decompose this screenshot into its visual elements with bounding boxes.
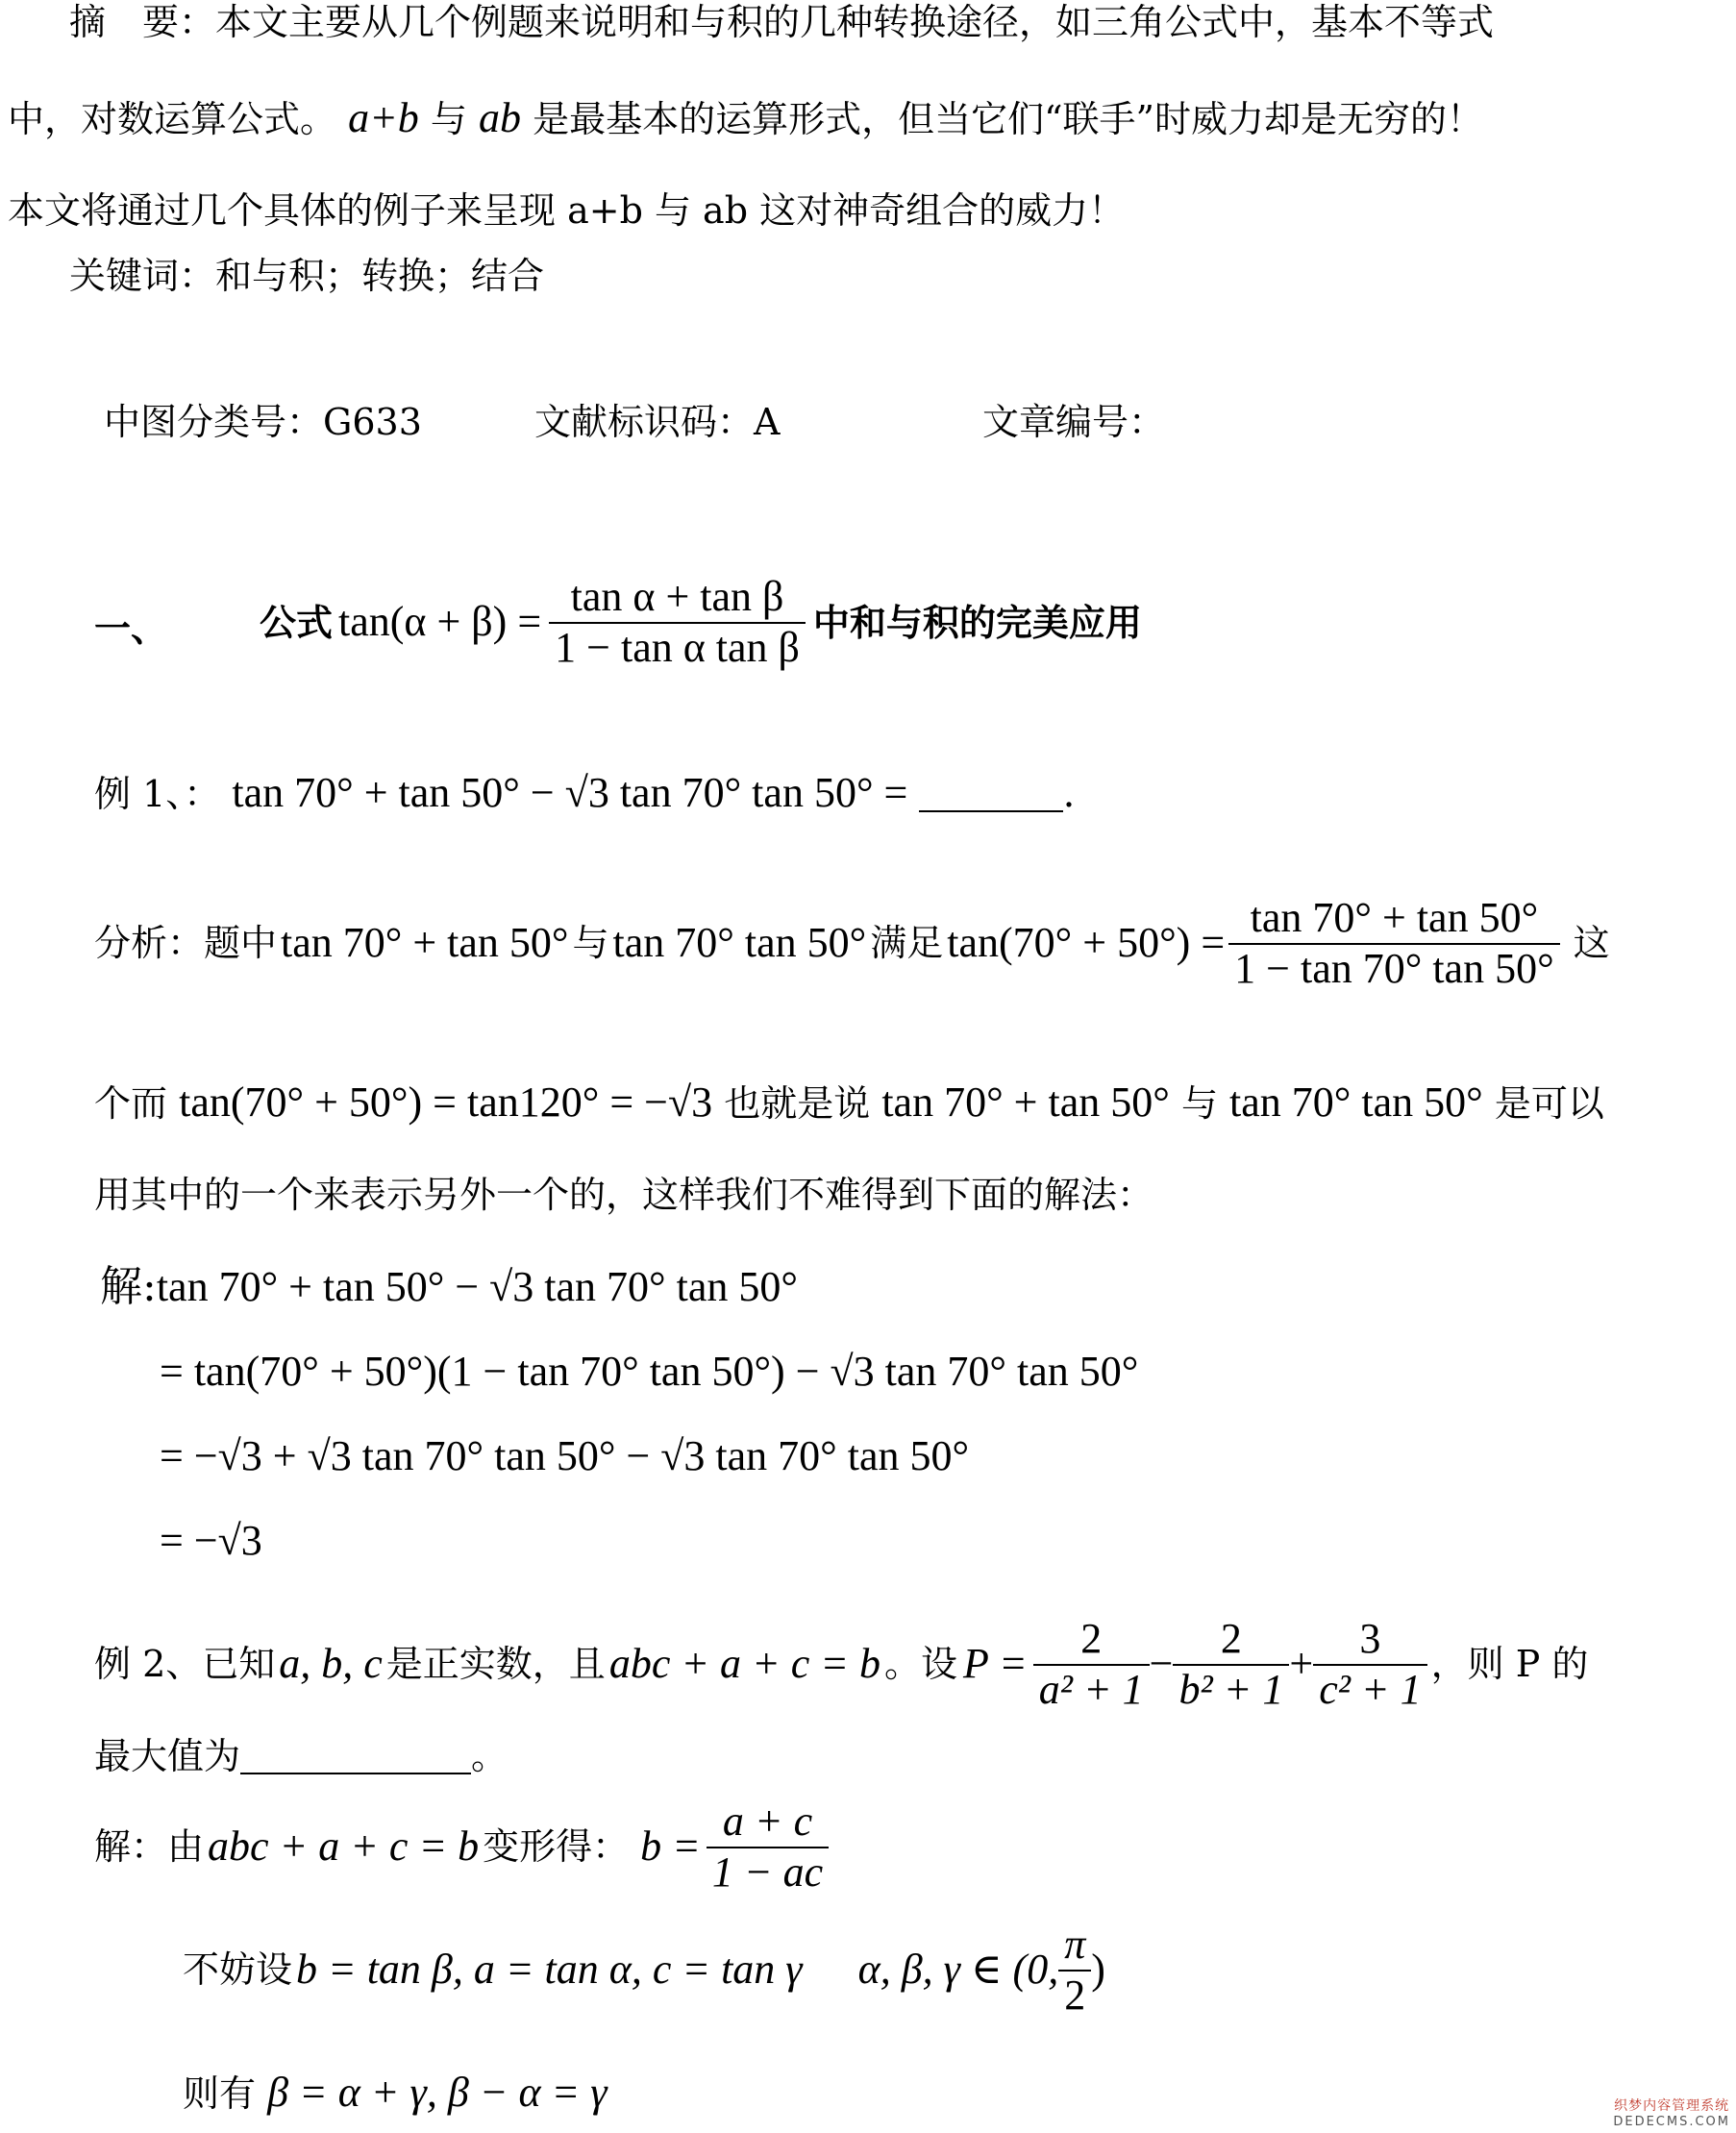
abstract-text-2a: 中，对数运算公式。 [8,98,337,140]
analysis-formula-fraction [1228,894,1560,993]
clc-number: 中图分类号：G633 [104,401,422,443]
abstract-expr-product: ab [479,94,522,141]
solution-2-pi-num: π [1058,1921,1091,1972]
example-1-answer-blank [919,810,1063,812]
example-1-label: 例 1、： [94,773,221,815]
solution-1-step-4: = −√3 [160,1517,262,1564]
analysis-line-3: 用其中的一个来表示另外一个的，这样我们不难得到下面的解法： [94,1174,1154,1216]
solution-2-line-3 [183,2069,608,2118]
example-2-fraction-2-den: b² + 1 [1178,1665,1284,1713]
solution-2-fraction [707,1798,829,1897]
section-formula-fraction [549,573,806,672]
example-1-expression: tan 70° + tan 50° − √3 tan 70° tan 50° = [232,769,908,816]
analysis-and: 与 [572,921,609,964]
abstract-line-1 [69,2,1494,44]
analysis-line-1 [94,894,1610,993]
solution-2-fraction-num: a + c [707,1798,829,1848]
example-2-fraction-3-den: c² + 1 [1319,1665,1422,1713]
example-2-line-2-end: 。 [471,1735,508,1777]
solution-1-line-1 [100,1263,798,1312]
example-2-line-2 [94,1736,508,1778]
section-formula-lhs: tan(α + β) = [338,598,542,646]
analysis-product: tan 70° tan 50° [612,919,867,967]
solution-2-line-1 [94,1798,829,1897]
example-2-set: 。设 [883,1642,957,1685]
analysis-formula-denominator: 1 − tan 70° tan 50° [1234,944,1554,992]
abstract-text-1: 本文主要从几个例题来说明和与积的几种转换途径，如三角公式中，基本不等式 [215,1,1495,43]
analysis-line-2-post: 是可以 [1494,1082,1604,1125]
abstract-text-2b: 与 [430,98,467,140]
section-formula-numerator: tan α + tan β [549,573,806,624]
section-formula-denominator: 1 − tan α tan β [555,623,800,671]
example-2-vars: a, b, c [279,1640,383,1688]
example-2-op-2: + [1289,1640,1314,1688]
example-2-op-1: − [1149,1640,1174,1688]
analysis-line-2-expr: tan(70° + 50°) = tan120° = −√3 [179,1079,713,1126]
section-heading [260,573,1142,672]
solution-2-then: β = α + γ, β − α = γ [267,2069,608,2116]
analysis-line-2-product: tan 70° tan 50° [1229,1079,1483,1126]
section-number: 一、 [94,607,168,650]
analysis-label: 分析：题中 [94,921,278,964]
example-2-fraction-3 [1313,1615,1426,1714]
abstract-text-2c: 是最基本的运算形式，但当它们“联手”时威力却是无穷的！ [533,98,1483,140]
solution-2-then-pre: 则有 [183,2072,257,2115]
solution-2-pi-fraction [1058,1921,1091,2020]
section-heading-prefix: 公式 [260,600,334,644]
example-2-fraction-1-den: a² + 1 [1038,1665,1144,1713]
analysis-line-2-and: 与 [1180,1082,1218,1125]
abstract-line-2 [8,94,1483,143]
example-2-line-1 [94,1615,1588,1714]
analysis-satisfies: 满足 [870,921,944,964]
solution-2-assume-pre: 不妨设 [183,1947,293,1991]
analysis-formula-numerator: tan 70° + tan 50° [1228,894,1560,945]
keywords: 关键词：和与积；转换；结合 [69,255,545,297]
solution-2-b-lhs: b = [640,1823,701,1871]
solution-1-step-2: = tan(70° + 50°)(1 − tan 70° tan 50°) − √3 tan 70° tan 50° [160,1348,1139,1395]
example-2-fraction-2 [1173,1615,1289,1714]
example-2-fraction-1-num: 2 [1033,1615,1150,1666]
example-2-label: 例 2、已知 [94,1642,276,1685]
solution-2-transform: 变形得： [483,1824,630,1868]
solution-2-fraction-den: 1 − ac [711,1848,824,1896]
solution-1-label: 解: [100,1262,157,1311]
analysis-line-2-sum: tan 70° + tan 50° [881,1079,1170,1126]
analysis-line-2 [94,1079,1604,1128]
analysis-line-2-mid: 也就是说 [724,1082,871,1125]
analysis-formula-lhs: tan(70° + 50°) = [947,919,1226,967]
analysis-sum: tan 70° + tan 50° [281,919,569,967]
abstract-line-3: 本文将通过几个具体的例子来呈现 a+b 与 ab 这对神奇组合的威力！ [8,189,1126,232]
solution-2-domain: α, β, γ ∈ (0, [857,1946,1059,1994]
example-2-max-label: 最大值为 [94,1735,241,1777]
example-2-p-lhs: P = [962,1640,1028,1688]
example-2-cond-pre: 是正实数，且 [385,1642,606,1685]
example-2-fraction-2-num: 2 [1173,1615,1289,1666]
example-1-end: . [1063,769,1075,816]
solution-1-step-3: = −√3 + √3 tan 70° tan 50° − √3 tan 70° tan 50° [160,1432,970,1479]
solution-2-domain-end: ) [1091,1946,1105,1994]
example-2-condition: abc + a + c = b [608,1640,880,1688]
example-2-fraction-1 [1033,1615,1150,1714]
solution-1-step-1: tan 70° + tan 50° − √3 tan 70° tan 50° [156,1263,799,1310]
solution-2-pi-den: 2 [1064,1971,1086,2019]
example-2-answer-blank [240,1773,471,1774]
analysis-line-2-pre: 个而 [94,1082,168,1125]
article-number: 文章编号： [982,401,1166,443]
example-1 [94,769,1074,818]
example-2-tail: ，则 P 的 [1430,1642,1589,1685]
solution-2-line-2 [183,1921,1105,2020]
watermark-line-2: DEDECMS.COM [1613,2115,1730,2129]
solution-2-assume: b = tan β, a = tan α, c = tan γ [296,1946,803,1994]
site-watermark-logo [1613,2096,1730,2129]
watermark-line-1: 织梦内容管理系统 [1614,2098,1730,2114]
example-2-fraction-3-num: 3 [1313,1615,1426,1666]
analysis-tail: 这 [1573,921,1610,964]
solution-2-condition: abc + a + c = b [208,1823,480,1871]
abstract-expr-sum: a+b [348,94,419,141]
document-code: 文献标识码：A [534,401,781,443]
section-heading-suffix: 中和与积的完美应用 [812,600,1142,644]
solution-2-label: 解：由 [94,1824,205,1868]
abstract-label: 摘 要： [69,1,216,43]
